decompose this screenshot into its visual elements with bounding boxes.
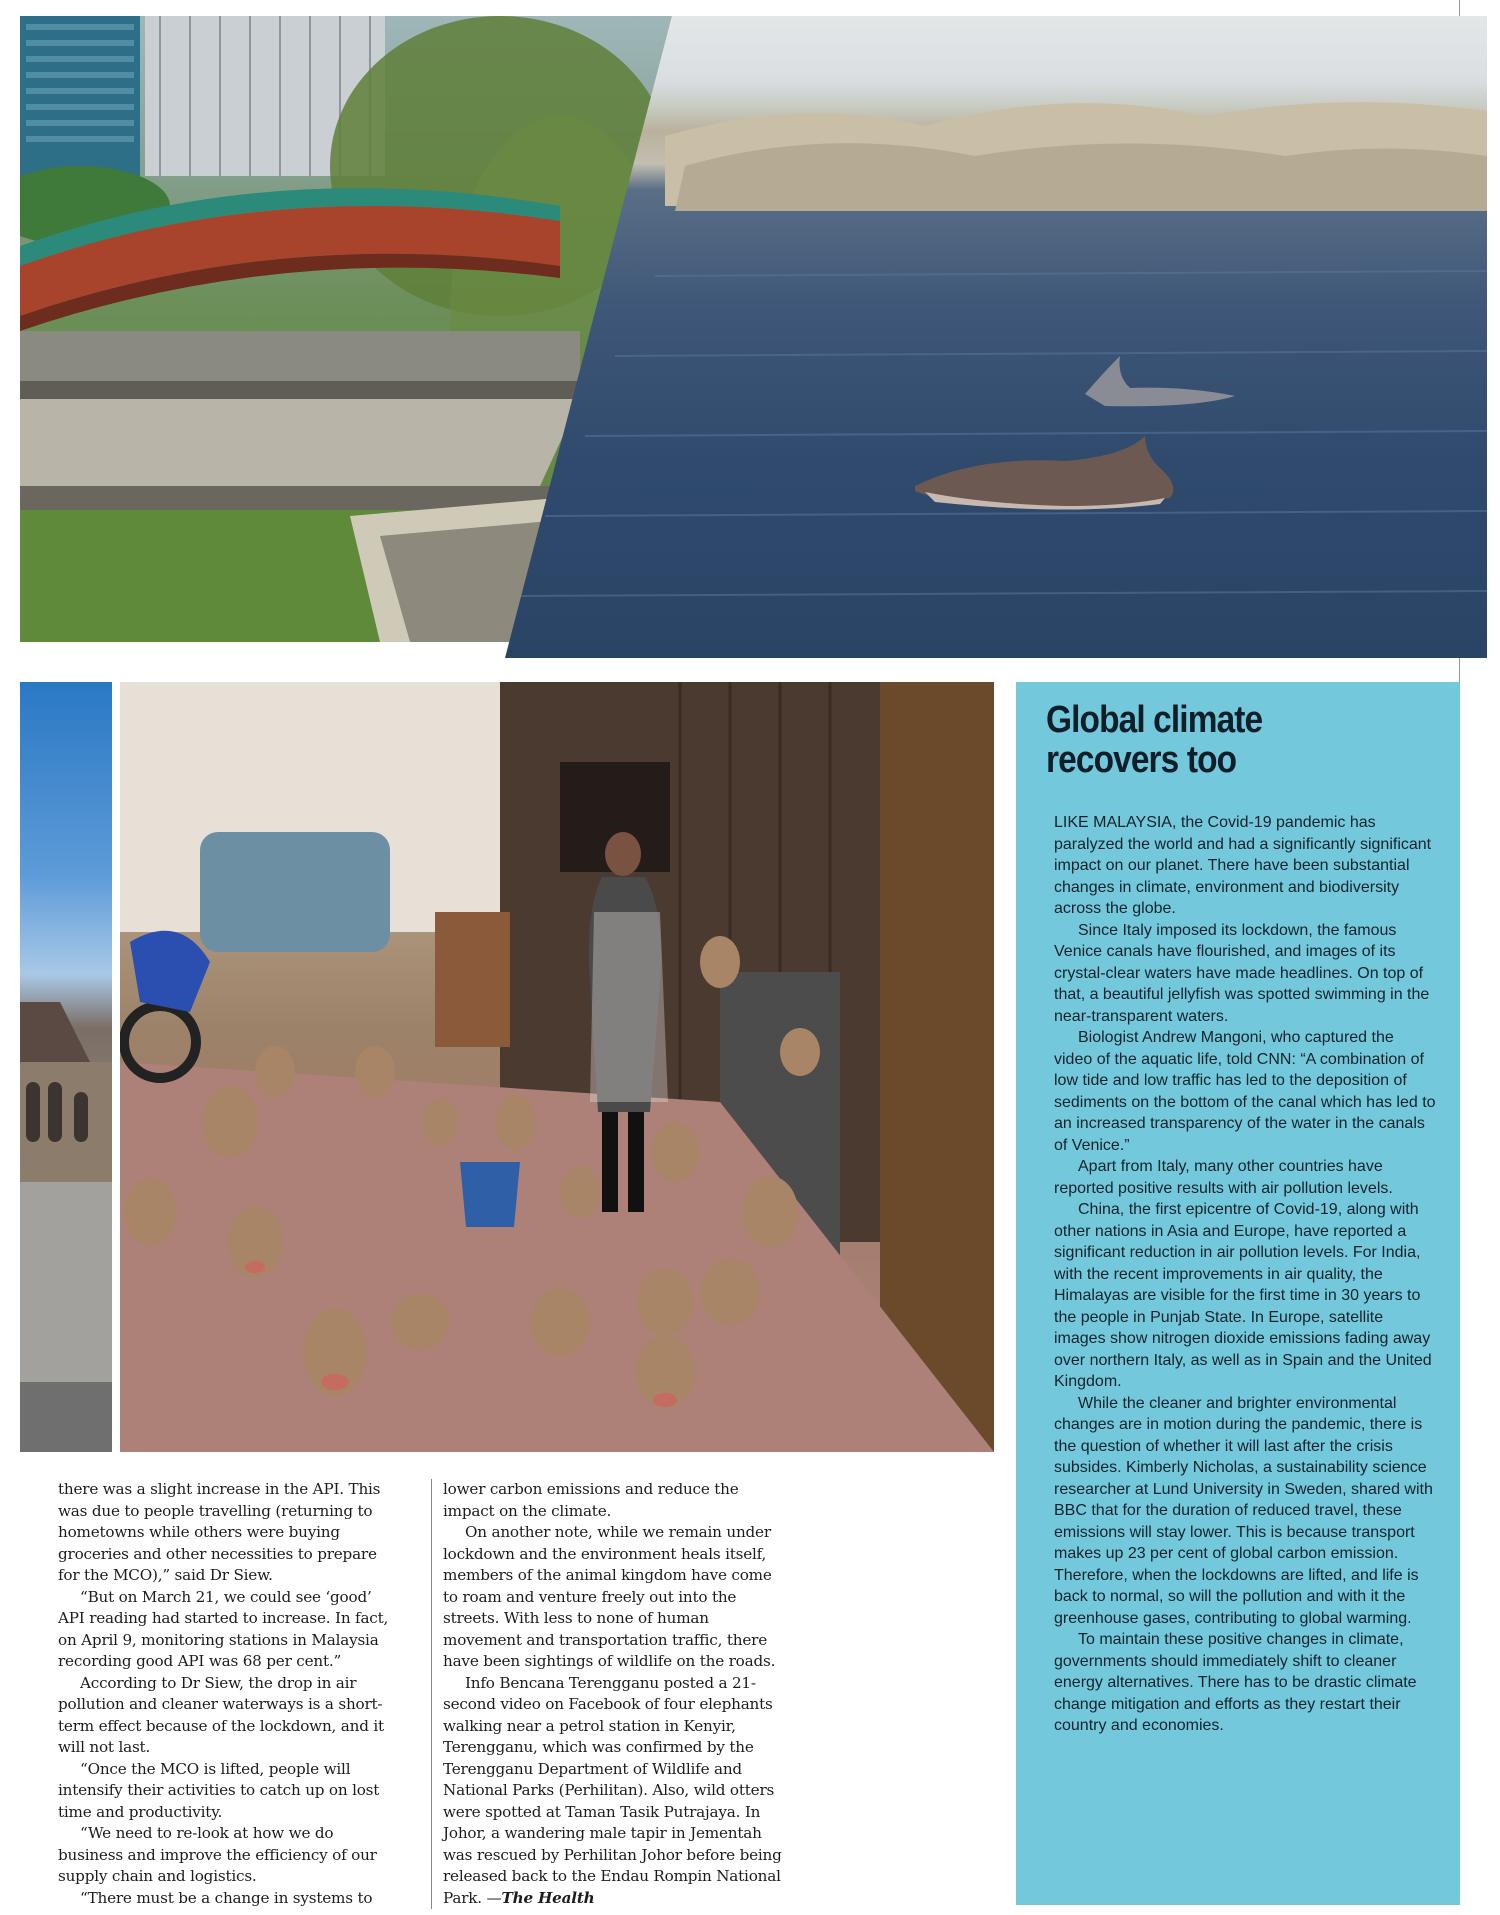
article-paragraph: On another note, while we remain under lockdown and the environment heals itself, members of the animal kingdom have come to roam and venture freely out into the streets. With less to none of human movement and transportation traffic, there have been sightings of wildlife on the roads.: [443, 1523, 776, 1670]
article-credit: The Health: [501, 1888, 595, 1907]
article-paragraph: there was a slight increase in the API. This was due to people travelling (returning to hometowns while others were buying groceries and other necessities to prepare for the MCO),” said Dr Siew.: [58, 1480, 381, 1584]
sidebar-title: [1046, 700, 1398, 780]
sidebar-paragraph: China, the first epicentre of Covid-19, along with other nations in Asia and Europe, have reported a significant reduction in air pollution levels. For India, with the recent improvements in air quality, the Himalayas are visible for the first time in 30 years to the people in Punjab State. In Europe, satellite images show nitrogen dioxide emissions fading away over northern Italy, as well as in Spain and the United Kingdom.: [1054, 1201, 1432, 1390]
frame-rule: [1459, 658, 1460, 682]
sidebar-title-line-1: Global climate: [1046, 699, 1263, 741]
article-column-2: [443, 1479, 783, 1909]
column-divider: [431, 1479, 432, 1909]
monkeys-street-photo: [120, 682, 994, 1452]
article-paragraph: lower carbon emissions and reduce the impact on the climate.: [443, 1480, 739, 1520]
article-paragraph-text: Info Bencana Terengganu posted a 21-second video on Facebook of four elephants walking near a petrol station in Kenyir, Terengganu, which was confirmed by the Terengganu Department of Wildlife and National Parks (Perhilitan). Also, wild otters were spotted at Taman Tasik Putrajaya. In Johor, a wandering male tapir in Jementah was rescued by Perhilitan Johor before being released back to the Endau Rompin National Park. —: [443, 1673, 782, 1907]
sidebar-paragraph: To maintain these positive changes in climate, governments should immediately shift to cleaner energy alternatives. There has to be drastic climate change mitigation and efforts as they restart their country and economies.: [1054, 1631, 1417, 1734]
sidebar-paragraph: Since Italy imposed its lockdown, the famous Venice canals have flourished, and images of its crystal-clear waters have made headlines. On top of that, a beautiful jellyfish was spotted swimming in the near-transparent waters.: [1054, 921, 1430, 1025]
sidebar-box: [1016, 682, 1460, 1905]
monkeys-illustration: [120, 682, 994, 1452]
sidebar-paragraph: Apart from Italy, many other countries have reported positive results with air pollution levels.: [1054, 1158, 1393, 1197]
article-paragraph: “There must be a change in systems to: [80, 1888, 373, 1907]
frame-rule: [1459, 0, 1460, 16]
dolphins-sea-photo: [505, 16, 1487, 658]
sidebar-paragraph: Biologist Andrew Mangoni, who captured the video of the aquatic life, told CNN: “A combination of low tide and low traffic has led to the deposition of sediments on the bottom of the canal which has led to an increased transparency of the water in the canals of Venice.”: [1054, 1029, 1436, 1154]
article-paragraph: According to Dr Siew, the drop in air pollution and cleaner waterways is a short-term effect because of the lockdown, and it will not last.: [58, 1673, 384, 1756]
article-column-1: [58, 1479, 398, 1909]
article-paragraph: “Once the MCO is lifted, people will intensify their activities to catch up on lost time and productivity.: [58, 1759, 380, 1821]
article-paragraph: “We need to re-look at how we do business and improve the efficiency of our supply chain and logistics.: [58, 1824, 377, 1885]
dolphins-illustration: [505, 16, 1487, 658]
church-illustration: [20, 682, 112, 1452]
sidebar-paragraph: LIKE MALAYSIA, the Covid-19 pandemic has paralyzed the world and had a significantly significant impact on our planet. There have been substantial changes in climate, environment and biodiversity across the globe.: [1054, 814, 1432, 917]
article-paragraph: “But on March 21, we could see ‘good’ API reading had started to increase. In fact, on April 9, monitoring stations in Malaysia recording good API was 68 per cent.”: [58, 1587, 389, 1670]
sidebar-title-line-2: recovers too: [1046, 739, 1237, 781]
sidebar-body: [1054, 812, 1436, 1737]
city-building-photo: [20, 682, 112, 1452]
sidebar-paragraph: While the cleaner and brighter environmental changes are in motion during the pandemic, there is the question of whether it will last after the crisis subsides. Kimberly Nicholas, a sustainability science researcher at Lund University in Sweden, shared with BBC that for the duration of reduced travel, these emissions will stay lower. This is because transport makes up 23 per cent of global carbon emission. Therefore, when the lockdowns are lifted, and life is back to normal, so will the pollution and with it the greenhouse gases, contributing to global warming.: [1054, 1394, 1433, 1627]
article-paragraph: [443, 1673, 783, 1910]
